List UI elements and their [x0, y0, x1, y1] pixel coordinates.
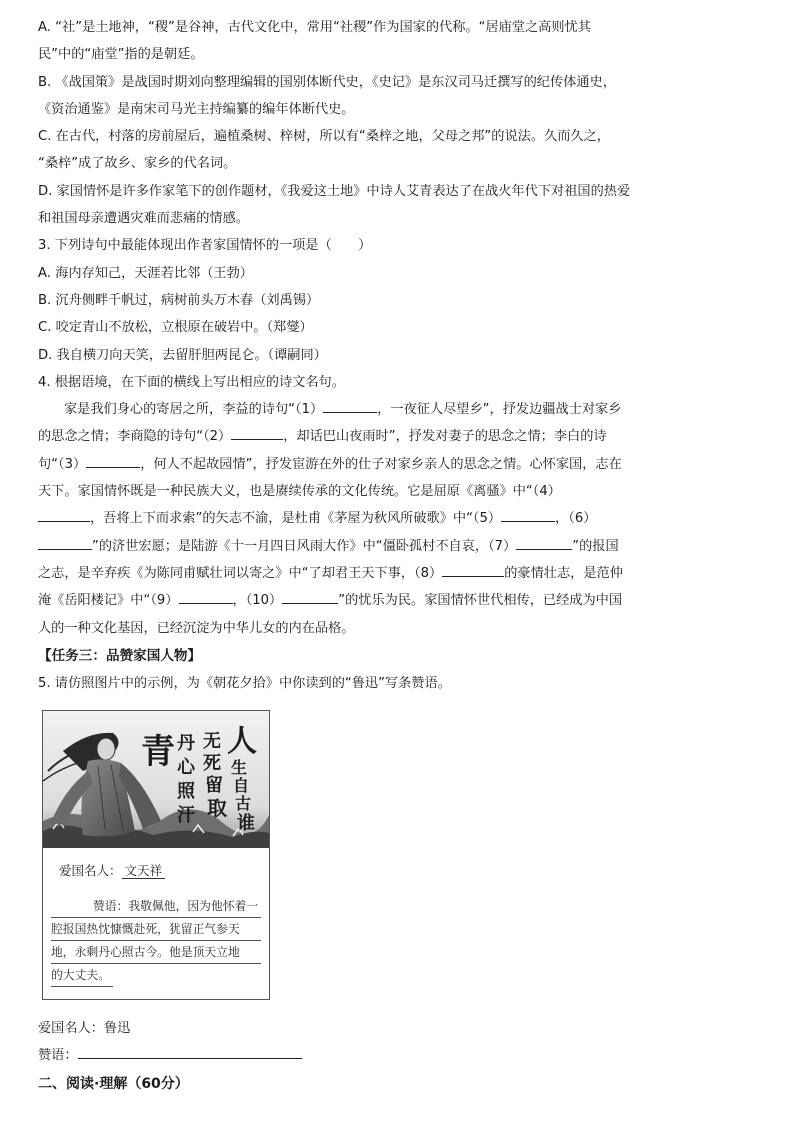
- task3-heading: 【任务三：品赞家国人物】: [38, 647, 202, 664]
- q3-option-c: C. 咬定青山不放松，立根原在破岩中。（郑燮）: [38, 320, 313, 336]
- q2-option-d-line1: D. 家国情怀是许多作家笔下的创作题材，《我爱这土地》中诗人艾青表达了在战火年代下对祖国的热爱: [38, 183, 631, 199]
- q4-passage-line4: 天下。家国情怀既是一种民族大义，也是赓续传承的文化传统。它是屈原《离骚》中“（4）: [38, 484, 561, 500]
- figure-person-name: 文天祥: [122, 863, 166, 879]
- calligraphy-char: 谁: [237, 813, 255, 834]
- calligraphy-char: 照: [177, 781, 195, 802]
- calligraphy-char: 留: [205, 775, 223, 796]
- calligraphy-char: 取: [207, 796, 227, 820]
- figure-caption: [59, 861, 165, 879]
- calligraphy-char: 青: [141, 732, 175, 772]
- q3-option-d: D. 我自横刀向天笑，去留肝胆两昆仑。（谭嗣同）: [38, 347, 327, 363]
- question-content: [38, 14, 678, 697]
- q2-option-c-line1: C. 在古代，村落的房前屋后，遍植桑树、梓树，所以有“桑梓之地，父母之邦”的说法。久而久之，: [38, 129, 610, 145]
- blank-6[interactable]: [38, 535, 92, 550]
- q4-passage-line1: 家是我们身心的寄居之所，李益的诗句“（1） ，一夜征人尽望乡”，抒发边疆战士对家乡: [38, 396, 678, 423]
- answer-person-label: 爱国名人：鲁迅: [38, 1021, 131, 1036]
- q2-option-b-line1: B. 《战国策》是战国时期刘向整理编辑的国别体断代史，《史记》是东汉司马迁撰写的纪传体通史，: [38, 74, 616, 90]
- section2-heading: 二、阅读·理解（60分）: [38, 1075, 189, 1092]
- q4-passage-line7: 之志，是辛弃疾《为陈同甫赋壮词以寄之》中“了却君王天下事，（8） 的豪情壮志，是范仲: [38, 560, 678, 587]
- q4-passage-line2: 的思念之情；李商隐的诗句“（2） ，却话巴山夜雨时”，抒发对妻子的思念之情；李白的诗: [38, 423, 678, 450]
- q2-option-a-line2: 民”中的“庙堂”指的是朝廷。: [38, 47, 204, 63]
- calligraphy-char: 生: [231, 758, 248, 777]
- figure-praise: [51, 895, 261, 987]
- figure-praise-line2: 腔报国热忱慷慨赴死，犹留正气参天: [51, 918, 261, 941]
- calligraphy-char: 汗: [177, 805, 195, 826]
- figure-praise-line3: 地，永剩丹心照古今。他是顶天立地: [51, 941, 261, 964]
- answer-praise-row: [38, 1042, 678, 1069]
- answer-area: [38, 1015, 678, 1098]
- blank-10[interactable]: [282, 589, 338, 604]
- calligraphy-char: 无: [203, 731, 221, 752]
- q4-passage-line5: ，吾将上下而求索”的矢志不渝，是杜甫《茅屋为秋风所破歌》中“（5） ，（6）: [38, 505, 678, 532]
- blank-7[interactable]: [516, 535, 572, 550]
- calligraphy-char: 人: [227, 724, 257, 759]
- blank-2[interactable]: [231, 425, 283, 440]
- q3-option-a: A. 海内存知己，天涯若比邻（王勃）: [38, 265, 253, 281]
- blank-9[interactable]: [179, 589, 233, 604]
- q3-option-b: B. 沉舟侧畔千帆过，病树前头万木春（刘禹锡）: [38, 292, 320, 308]
- example-figure: [42, 710, 270, 1000]
- blank-4[interactable]: [38, 507, 90, 522]
- q3-stem: 3. 下列诗句中最能体现出作者家国情怀的一项是（ ）: [38, 238, 372, 254]
- figure-praise-line1: 赞语：我敬佩他，因为他怀着一: [51, 895, 261, 918]
- q2-option-c-line2: “桑梓”成了故乡、家乡的代名词。: [38, 156, 237, 172]
- q4-passage-line3: 句“（3） ，何人不起故园情”，抒发宦游在外的仕子对家乡亲人的思念之情。心怀家国，志在: [38, 451, 678, 478]
- blank-1[interactable]: [323, 398, 377, 413]
- q4-stem: 4. 根据语境，在下面的横线上写出相应的诗文名句。: [38, 374, 345, 390]
- calligraphy-char: 死: [203, 753, 221, 774]
- q4-passage-line8: 淹《岳阳楼记》中“（9） ，（10） ”的忧乐为民。家国情怀世代相传，已经成为中国: [38, 587, 678, 614]
- answer-praise-label: 赞语：: [38, 1048, 78, 1064]
- answer-praise-blank[interactable]: [78, 1044, 302, 1059]
- figure-label: 爱国名人：: [59, 863, 122, 878]
- blank-8[interactable]: [442, 562, 504, 577]
- figure-praise-line4: 的大丈夫。: [51, 964, 113, 987]
- q2-option-d-line2: 和祖国母亲遭遇灾难而悲痛的情感。: [38, 211, 249, 227]
- q4-passage-line9: 人的一种文化基因，已经沉淀为中华儿女的内在品格。: [38, 620, 355, 636]
- calligraphy-char: 丹: [177, 733, 195, 754]
- q2-option-a-line1: A. “社”是土地神，“稷”是谷神，古代文化中，常用“社稷”作为国家的代称。“居庙堂之高则忧其: [38, 20, 591, 35]
- blank-5[interactable]: [501, 507, 555, 522]
- wen-tianxiang-illustration: [43, 711, 269, 848]
- calligraphy-char: 自: [233, 776, 250, 795]
- q4-passage-line6: ”的济世宏愿；是陆游《十一月四日风雨大作》中“僵卧孤村不自哀，（7） ”的报国: [38, 533, 678, 560]
- q5-stem: 5. 请仿照图片中的示例，为《朝花夕拾》中你读到的“鲁迅”写条赞语。: [38, 675, 451, 691]
- q2-option-b-line2: 《资治通鉴》是南宋司马光主持编纂的编年体断代史。: [38, 101, 355, 117]
- blank-3[interactable]: [86, 453, 140, 468]
- calligraphy-char: 心: [177, 757, 195, 778]
- calligraphy-char: 古: [235, 794, 252, 813]
